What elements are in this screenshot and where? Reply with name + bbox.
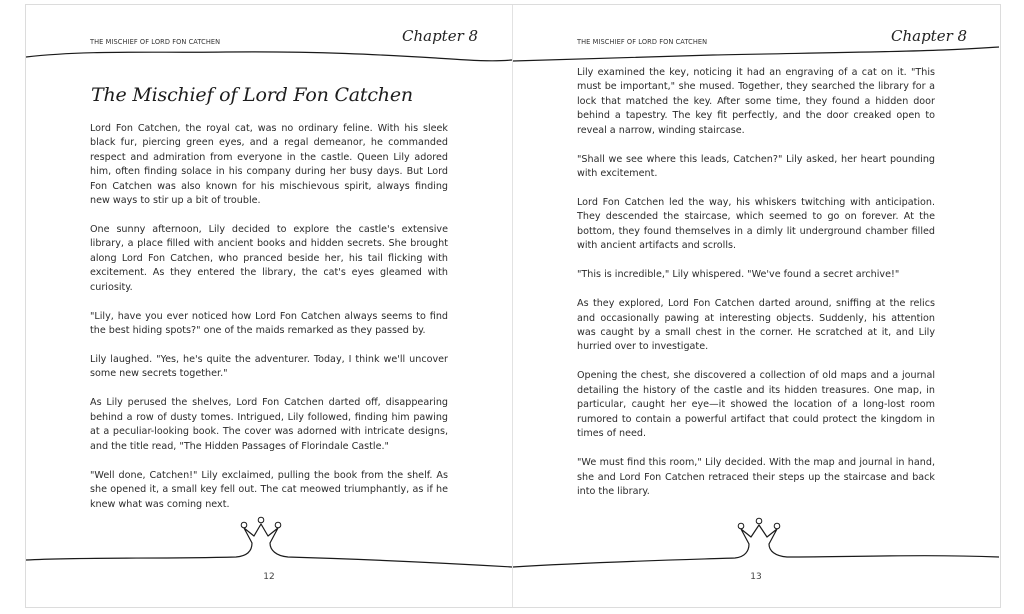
running-head: THE MISCHIEF OF LORD FON CATCHEN [90,38,221,46]
paragraph: Lily laughed. "Yes, he's quite the adventurer. Today, I think we'll uncover some new secrets together." [90,354,448,380]
chapter-title: The Mischief of Lord Fon Catchen [91,84,413,106]
running-head: THE MISCHIEF OF LORD FON CATCHEN [577,38,708,46]
crown-wave-divider [513,510,999,580]
right-page [513,5,999,607]
paragraph: As Lily perused the shelves, Lord Fon Catchen darted off, disappearing behind a row of dusty tomes. Intrigued, Lily followed, finding him pawing at a peculiar-looking book. The cover was adorned with intricate designs, and the title read, "The Hidden Passages of Florindale Castle." [90,397,448,452]
chapter-label: Chapter 8 [402,27,479,45]
paragraph: Lord Fon Catchen led the way, his whiskers twitching with anticipation. They descended the staircase, which seemed to go on forever. At the bottom, they found themselves in a dimly lit underground chamber filled with ancient artifacts and scrolls. [577,197,935,252]
page-number: 12 [263,572,275,582]
page-number: 13 [750,572,762,582]
paragraph: "Lily, have you ever noticed how Lord Fon Catchen always seems to find the best hiding spots?" one of the maids remarked as they passed by. [90,310,448,337]
paragraph: "We must find this room," Lily decided. With the map and journal in hand, she and Lord Fon Catchen retraced their steps up the staircase and back into the library. [577,457,935,497]
left-page [26,5,512,607]
paragraph: Lord Fon Catchen, the royal cat, was no ordinary feline. With his sleek black fur, piercing green eyes, and a regal demeanor, he commanded respect and admiration from everyone in the castle. Queen Lily adored him, often finding solace in his company during her busy days. But Lord Fon Catchen was also known for his mischievous spirit, always finding new ways to stir up a bit of trouble. [90,123,448,207]
paragraph: As they explored, Lord Fon Catchen darted around, sniffing at the relics and occasionally pawing at interesting objects. Suddenly, his attention was caught by a small chest in the corner. He scratched at it, and Lily hurried over to investigate. [577,298,935,353]
crown-wave-divider [26,510,512,580]
paragraph: "Shall we see where this leads, Catchen?" Lily asked, her heart pounding with excitement. [577,153,935,180]
paragraph: Opening the chest, she discovered a collection of old maps and a journal detailing the history of the castle and its hidden treasures. One map, in particular, caught her eye—it showed the location of a long-lost room rumored to contain a powerful artifact that could protect the kingdom in times of need. [577,370,935,440]
header-wave-divider [26,45,512,69]
paragraph: One sunny afternoon, Lily decided to explore the castle's extensive library, a place filled with ancient books and hidden secrets. She brought along Lord Fon Catchen, who pranced beside her, his tail flicking with excitement. As they entered the library, the cat's eyes gleamed with curiosity. [90,224,448,293]
paragraph: "This is incredible," Lily whispered. "We've found a secret archive!" [577,269,900,281]
book-spread [25,4,1001,608]
left-body-text [90,122,448,527]
right-body-text [577,66,935,514]
paragraph: "Well done, Catchen!" Lily exclaimed, pulling the book from the shelf. As she opened it, a small key fell out. The cat meowed triumphantly, as if he knew what was coming next. [90,469,448,510]
chapter-label: Chapter 8 [891,27,968,45]
paragraph: Lily examined the key, noticing it had an engraving of a cat on it. "This must be important," she mused. Together, they searched the library for a lock that matched the key. After some time, they found a hidden door behind a tapestry. The key fit perfectly, and the door creaked open to reveal a narrow, winding staircase. [577,67,935,136]
